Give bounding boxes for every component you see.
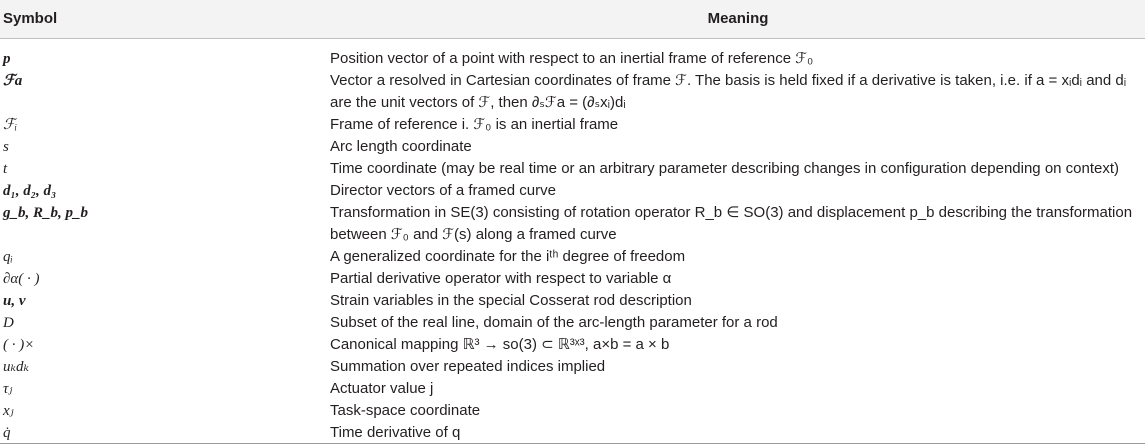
row-symbol: ℱa <box>3 73 23 89</box>
row-meaning: Summation over repeated indices implied <box>330 358 606 375</box>
row-symbol: τⱼ <box>3 381 13 397</box>
row-meaning: Director vectors of a framed curve <box>330 182 556 199</box>
row-meaning: Time coordinate (may be real time or an arbitrary parameter describing changes in configuration depending on context) <box>330 160 1120 177</box>
row-meaning: Time derivative of q <box>330 424 461 441</box>
row-symbol: u, v <box>3 293 26 309</box>
table-row <box>0 356 1145 378</box>
table-body <box>0 48 1145 444</box>
row-symbol: p <box>3 51 11 67</box>
row-symbol: q̇ <box>3 425 11 441</box>
row-symbol: ℱᵢ <box>3 117 18 133</box>
table-row <box>0 422 1145 444</box>
table-row <box>0 114 1145 136</box>
row-symbol: uₖdₖ <box>3 359 29 375</box>
row-meaning: Strain variables in the special Cosserat rod description <box>330 292 692 309</box>
row-meaning: Partial derivative operator with respect to variable α <box>330 270 672 287</box>
header-meaning: Meaning <box>707 10 769 27</box>
table-bottom-rule <box>0 443 1145 444</box>
row-meaning: Actuator value j <box>330 380 434 397</box>
table-row <box>0 180 1145 202</box>
table-row <box>0 378 1145 400</box>
row-symbol: g_b, R_b, p_b <box>3 205 89 221</box>
table-row <box>0 48 1145 70</box>
row-symbol: ( · )× <box>3 337 35 353</box>
table-row <box>0 334 1145 356</box>
row-symbol: t <box>3 161 8 177</box>
row-symbol: xⱼ <box>3 403 14 419</box>
table-header <box>0 0 1145 39</box>
row-symbol: qᵢ <box>3 249 13 265</box>
table-row <box>0 290 1145 312</box>
table-row <box>0 312 1145 334</box>
row-symbol: D <box>3 315 14 331</box>
row-meaning: Subset of the real line, domain of the arc-length parameter for a rod <box>330 314 778 331</box>
row-meaning: Arc length coordinate <box>330 138 472 155</box>
row-symbol: d₁, d₂, d₃ <box>3 183 57 199</box>
table-row <box>0 268 1145 290</box>
row-meaning: Canonical mapping ℝ³ → so(3) ⊂ ℝ³ˣ³, a×b = a × b <box>330 336 670 353</box>
row-symbol: s <box>3 139 9 155</box>
table-row <box>0 136 1145 158</box>
row-meaning: Task-space coordinate <box>330 402 481 419</box>
table-row <box>0 246 1145 268</box>
row-meaning: Vector a resolved in Cartesian coordinates of frame ℱ. The basis is held fixed if a derivative is taken, i.e. if a = xᵢdᵢ and dᵢ are the unit vectors of ℱ, then ∂ₛℱa = (∂ₛxᵢ)dᵢ <box>330 72 1127 111</box>
row-meaning: A generalized coordinate for the iᵗʰ degree of freedom <box>330 248 686 265</box>
row-meaning: Position vector of a point with respect to an inertial frame of reference ℱ₀ <box>330 50 814 67</box>
table-row <box>0 400 1145 422</box>
row-symbol: ∂α( · ) <box>3 271 40 287</box>
table-row <box>0 158 1145 180</box>
row-meaning: Frame of reference i. ℱ₀ is an inertial frame <box>330 116 619 133</box>
table-row <box>0 70 1145 114</box>
header-symbol: Symbol <box>3 10 58 27</box>
table-row <box>0 202 1145 246</box>
row-meaning: Transformation in SE(3) consisting of rotation operator R_b ∈ SO(3) and displacement p_b describing the transformation between ℱ₀ and ℱ(s) along a framed curve <box>330 204 1133 243</box>
